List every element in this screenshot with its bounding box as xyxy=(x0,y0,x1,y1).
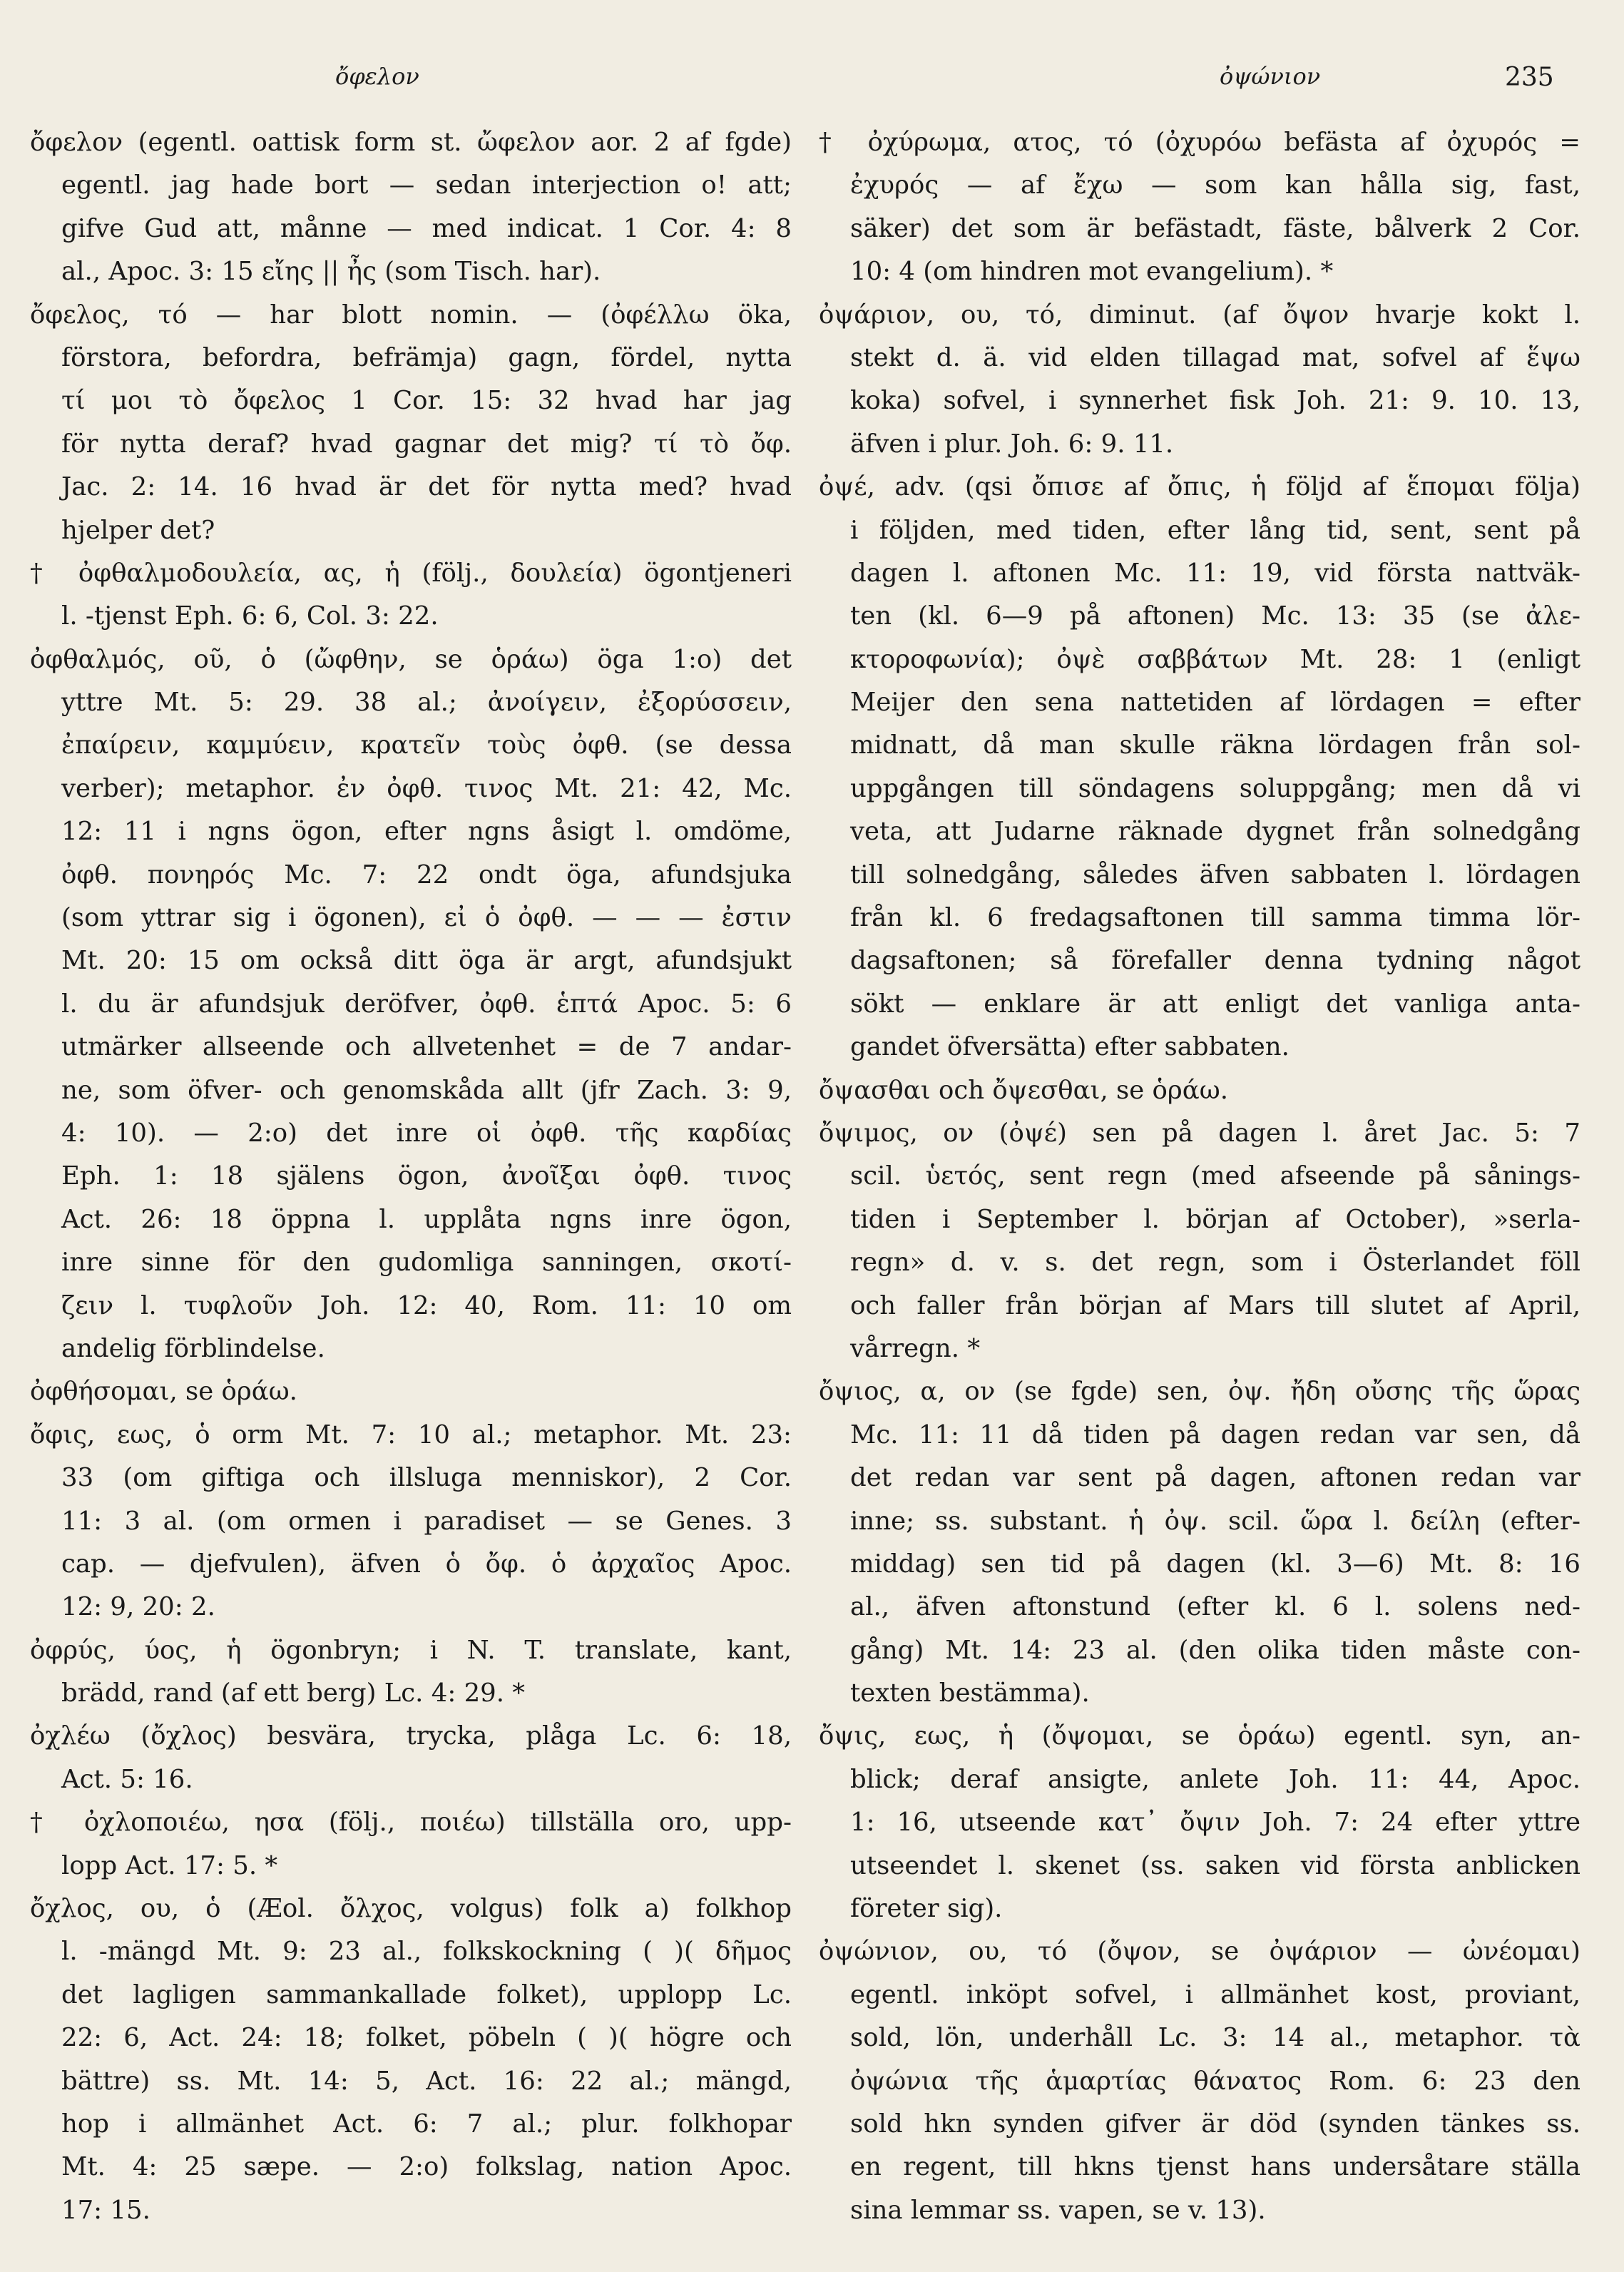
text-line: egentl. jag hade bort — sedan interjection o! att; xyxy=(61,170,792,200)
text-line: † ὀχύρωμα, ατος, τό (ὀχυρόω befästa af ὀχυρός = xyxy=(819,128,1580,157)
text-line: Mc. 11: 11 då tiden på dagen redan var sen, då xyxy=(850,1420,1580,1450)
text-line: 10: 4 (om hindren mot evangelium). * xyxy=(850,257,1334,287)
text-line: ten (kl. 6—9 på aftonen) Mc. 13: 35 (se ἀλε- xyxy=(850,601,1580,631)
text-line: det lagligen sammankallade folket), upplopp Lc. xyxy=(61,1980,792,2009)
text-line: ὀψώνιον, ου, τό (ὄψον, se ὀψάριον — ὠνέομαι) xyxy=(819,1937,1580,1967)
text-line: säker) det som är befästadt, fäste, bålverk 2 Cor. xyxy=(850,213,1580,243)
text-line: till solnedgång, således äfven sabbaten l. lördagen xyxy=(850,860,1580,890)
text-line: 4: 10). — 2:o) det inre οἱ ὀφθ. τῆς καρδίας xyxy=(61,1118,792,1148)
text-line: ὀφρύς, ύος, ἡ ögonbryn; i N. T. translate, kant, xyxy=(30,1635,792,1665)
text-line: egentl. inköpt sofvel, i allmänhet kost, proviant, xyxy=(850,1980,1580,2009)
text-line: utmärker allseende och allvetenhet = de 7 andar- xyxy=(61,1032,792,1062)
text-line: sold hkn synden gifver är död (synden tänkes ss. xyxy=(850,2109,1580,2139)
text-line: al., äfven aftonstund (efter kl. 6 l. solens ned- xyxy=(850,1592,1580,1622)
left-column xyxy=(30,121,792,2232)
text-line: ne, som öfver- och genomskåda allt (jfr Zach. 3: 9, xyxy=(61,1075,792,1105)
text-line: 12: 11 i ngns ögon, efter ngns åsigt l. omdöme, xyxy=(61,817,792,847)
text-line: dagsaftonen; så förefaller denna tydning något xyxy=(850,946,1580,976)
text-line: ὄψιος, α, ον (se fgde) sen, ὀψ. ἤδη οὔσης τῆς ὥρας xyxy=(819,1377,1580,1407)
text-line: 33 (om giftiga och illsluga menniskor), 2 Cor. xyxy=(61,1463,792,1493)
text-line: ὀφθήσομαι, se ὁράω. xyxy=(30,1377,297,1407)
text-line: 22: 6, Act. 24: 18; folket, pöbeln ( )( högre och xyxy=(61,2023,792,2053)
page-number: 235 xyxy=(1505,63,1554,92)
text-line: dagen l. aftonen Mc. 11: 19, vid första nattväk- xyxy=(850,558,1580,588)
text-line: 12: 9, 20: 2. xyxy=(61,1592,215,1622)
text-line: Mt. 20: 15 om också ditt öga är argt, afundsjukt xyxy=(61,946,792,976)
text-line: ἐχυρός — af ἔχω — som kan hålla sig, fast, xyxy=(850,170,1580,200)
text-line: ὄφις, εως, ὁ orm Mt. 7: 10 al.; metaphor. Mt. 23: xyxy=(30,1420,792,1450)
text-line: τί μοι τὸ ὄφελος 1 Cor. 15: 32 hvad har jag xyxy=(61,386,792,416)
text-line: scil. ὑετός, sent regn (med afseende på sånings- xyxy=(850,1161,1580,1191)
header-left-guideword: ὄφελον xyxy=(335,63,419,90)
text-line: Mt. 4: 25 sæpe. — 2:o) folkslag, nation Apoc. xyxy=(61,2152,792,2182)
text-line: en regent, till hkns tjenst hans undersåtare ställa xyxy=(850,2152,1580,2182)
text-line: cap. — djefvulen), äfven ὁ ὄφ. ὁ ἀρχαῖος Apoc. xyxy=(61,1549,792,1579)
text-line: ὄψις, εως, ἡ (ὄψομαι, se ὁράω) egentl. syn, an- xyxy=(819,1721,1580,1751)
text-line: ὄχλος, ου, ὁ (Æol. ὄλχος, volgus) folk a) folkhop xyxy=(30,1894,792,1924)
text-line: det redan var sent på dagen, aftonen redan var xyxy=(850,1463,1580,1493)
text-line: förstora, befordra, befrämja) gagn, fördel, nytta xyxy=(61,342,792,372)
text-line: sökt — enklare är att enligt det vanliga anta- xyxy=(850,989,1580,1019)
text-line: al., Apoc. 3: 15 εἴης || ἦς (som Tisch. har). xyxy=(61,257,601,287)
text-line: ὀψέ, adv. (qsi ὄπισε af ὄπις, ἡ följd af ἕπομαι följa) xyxy=(819,472,1580,502)
text-line: och faller från början af Mars till slutet af April, xyxy=(850,1290,1580,1320)
text-line: middag) sen tid på dagen (kl. 3—6) Mt. 8: 16 xyxy=(850,1549,1580,1579)
text-line: l. -mängd Mt. 9: 23 al., folkskockning ( )( δῆμος xyxy=(61,1937,792,1967)
text-line: brädd, rand (af ett berg) Lc. 4: 29. * xyxy=(61,1678,526,1708)
header-right-guideword: ὀψώνιον xyxy=(1220,63,1321,90)
text-line: hop i allmänhet Act. 6: 7 al.; plur. folkhopar xyxy=(61,2109,792,2139)
text-line: ὄψιμος, ον (ὀψέ) sen på dagen l. året Jac. 5: 7 xyxy=(819,1118,1580,1148)
text-line: † ὀχλοποιέω, ησα (följ., ποιέω) tillställa oro, upp- xyxy=(30,1808,792,1838)
text-line: Act. 26: 18 öppna l. upplåta ngns inre ögon, xyxy=(61,1204,792,1234)
text-line: ὄφελον (egentl. oattisk form st. ὤφελον aor. 2 af fgde) xyxy=(30,128,792,157)
text-line: (som yttrar sig i ögonen), εἰ ὁ ὀφθ. — — — ἐστιν xyxy=(61,903,792,933)
text-line: gång) Mt. 14: 23 al. (den olika tiden måste con- xyxy=(850,1635,1580,1665)
text-line: gifve Gud att, månne — med indicat. 1 Cor. 4: 8 xyxy=(61,213,792,243)
text-line: för nytta deraf? hvad gagnar det mig? τί τὸ ὄφ. xyxy=(61,429,792,459)
text-line: uppgången till söndagens soluppgång; men då vi xyxy=(850,773,1580,803)
text-line: hjelper det? xyxy=(61,515,215,545)
text-line: stekt d. ä. vid elden tillagad mat, sofvel af ἕψω xyxy=(850,342,1580,372)
text-line: inne; ss. substant. ἡ ὀψ. scil. ὥρα l. δείλη (efter- xyxy=(850,1506,1580,1536)
text-line: ὀφθαλμός, οῦ, ὁ (ὤφθην, se ὁράω) öga 1:o) det xyxy=(30,644,792,674)
text-line: ὀφθ. πονηρός Mc. 7: 22 ondt öga, afundsjuka xyxy=(61,860,792,890)
text-line: sold, lön, underhåll Lc. 3: 14 al., metaphor. τὰ xyxy=(850,2023,1580,2053)
text-line: Act. 5: 16. xyxy=(61,1764,193,1794)
text-line: verber); metaphor. ἐν ὀφθ. τινος Mt. 21: 42, Mc. xyxy=(61,773,792,803)
text-line: ἐπαίρειν, καμμύειν, κρατεῖν τοὺς ὀφθ. (se dessa xyxy=(61,730,792,760)
text-line: ὀψώνια τῆς ἁμαρτίας θάνατος Rom. 6: 23 den xyxy=(850,2066,1580,2096)
text-line: texten bestämma). xyxy=(850,1678,1090,1708)
text-line: ὀχλέω (ὄχλος) besvära, trycka, plåga Lc. 6: 18, xyxy=(30,1721,792,1751)
text-line: l. -tjenst Eph. 6: 6, Col. 3: 22. xyxy=(61,601,439,631)
text-line: andelig förblindelse. xyxy=(61,1333,325,1363)
text-line: äfven i plur. Joh. 6: 9. 11. xyxy=(850,429,1174,459)
text-line: † ὀφθαλμοδουλεία, ας, ἡ (följ., δουλεία) ögontjeneri xyxy=(30,558,792,588)
text-line: veta, att Judarne räknade dygnet från solnedgång xyxy=(850,817,1580,847)
right-column xyxy=(819,121,1580,2232)
text-line: regn» d. v. s. det regn, som i Österlandet föll xyxy=(850,1248,1580,1278)
text-line: utseendet l. skenet (ss. saken vid första anblicken xyxy=(850,1850,1580,1880)
text-line: ζειν l. τυφλοῦν Joh. 12: 40, Rom. 11: 10 om xyxy=(61,1290,792,1320)
text-line: koka) sofvel, i synnerhet fisk Joh. 21: 9. 10. 13, xyxy=(850,386,1580,416)
text-line: yttre Mt. 5: 29. 38 al.; ἀνοίγειν, ἐξορύσσειν, xyxy=(61,688,792,718)
text-line: Eph. 1: 18 själens ögon, ἀνοῖξαι ὀφθ. τινος xyxy=(61,1161,792,1191)
text-line: inre sinne för den gudomliga sanningen, σκοτί- xyxy=(61,1248,792,1278)
text-line: Jac. 2: 14. 16 hvad är det för nytta med? hvad xyxy=(61,472,792,502)
text-line: tiden i September l. början af October), »serla- xyxy=(850,1204,1580,1234)
text-line: från kl. 6 fredagsaftonen till samma timma lör- xyxy=(850,903,1580,933)
text-line: κτοροφωνία); ὀψὲ σαββάτων Mt. 28: 1 (enligt xyxy=(850,644,1580,674)
text-line: 11: 3 al. (om ormen i paradiset — se Genes. 3 xyxy=(61,1506,792,1536)
text-line: bättre) ss. Mt. 14: 5, Act. 16: 22 al.; mängd, xyxy=(61,2066,792,2096)
text-line: ὄφελος, τό — har blott nomin. — (ὀφέλλω öka, xyxy=(30,300,792,330)
text-line: ὀψάριον, ου, τό, diminut. (af ὄψον hvarje kokt l. xyxy=(819,300,1580,330)
text-line: lopp Act. 17: 5. * xyxy=(61,1850,278,1880)
text-line: l. du är afundsjuk deröfver, ὀφθ. ἑπτά Apoc. 5: 6 xyxy=(61,989,792,1019)
text-line: ὄψασθαι och ὄψεσθαι, se ὁράω. xyxy=(819,1075,1228,1105)
text-line: blick; deraf ansigte, anlete Joh. 11: 44, Apoc. xyxy=(850,1764,1580,1794)
text-line: Meijer den sena nattetiden af lördagen = efter xyxy=(850,688,1580,718)
text-line: 17: 15. xyxy=(61,2195,150,2225)
text-line: sina lemmar ss. vapen, se v. 13). xyxy=(850,2195,1266,2225)
running-header xyxy=(0,63,1624,98)
text-line: gandet öfversätta) efter sabbaten. xyxy=(850,1032,1290,1062)
text-line: företer sig). xyxy=(850,1894,1003,1924)
text-line: i följden, med tiden, efter lång tid, sent, sent på xyxy=(850,515,1580,545)
text-line: 1: 16, utseende κατ᾽ ὄψιν Joh. 7: 24 efter yttre xyxy=(850,1808,1580,1838)
text-line: vårregn. * xyxy=(850,1333,981,1363)
text-line: midnatt, då man skulle räkna lördagen från sol- xyxy=(850,730,1580,760)
